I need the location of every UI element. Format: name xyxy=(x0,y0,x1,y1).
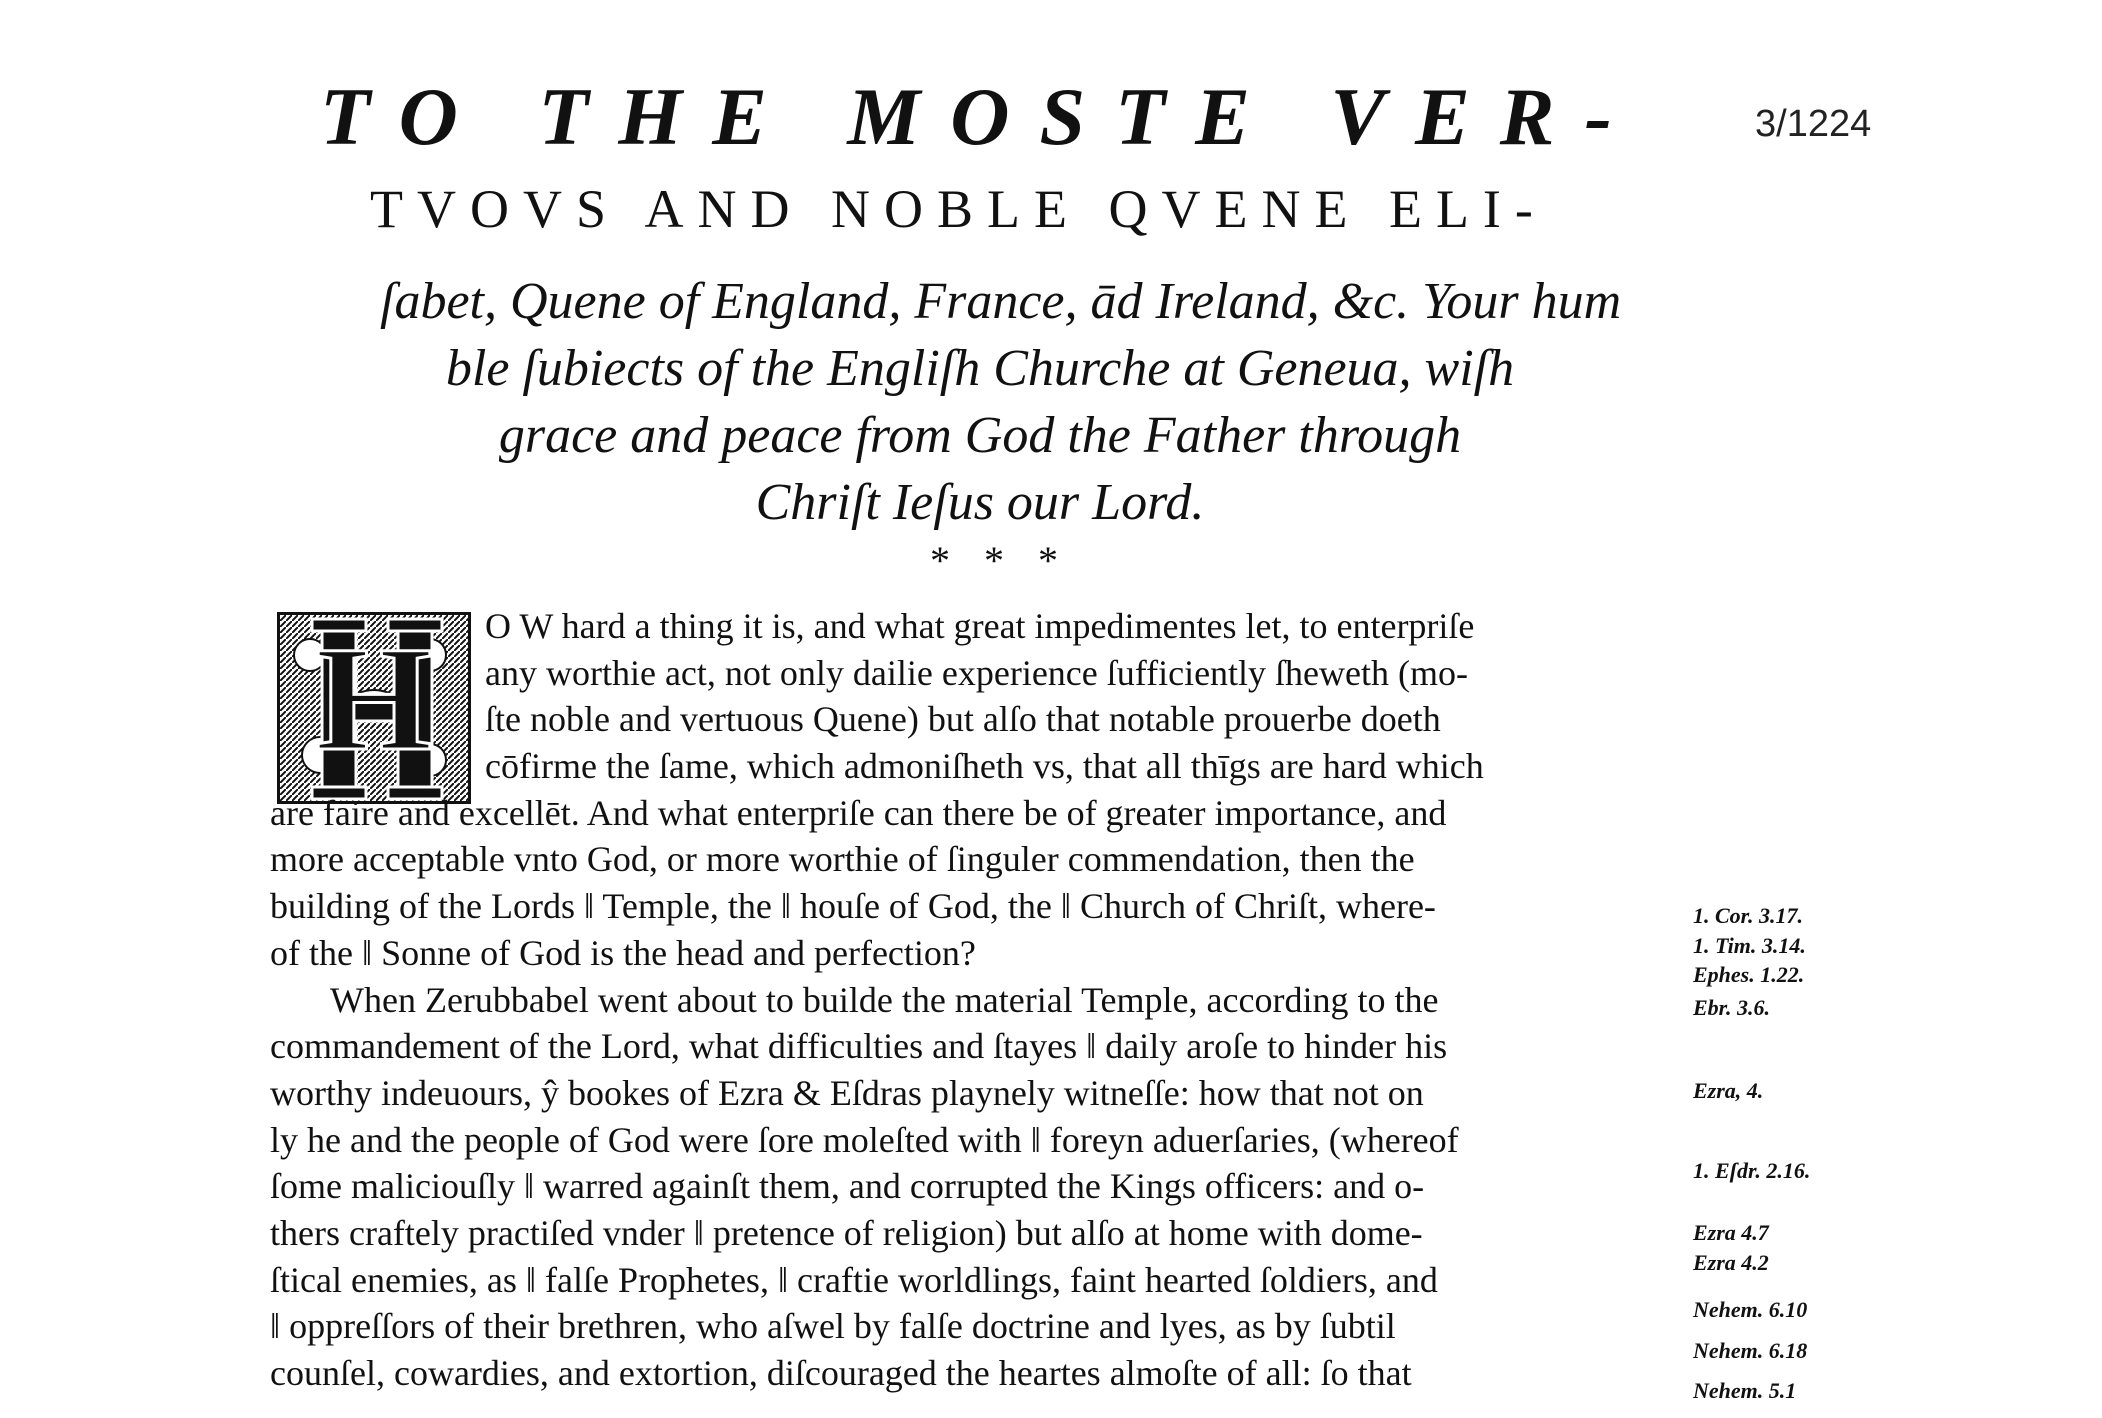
text-line: ſome maliciouſly ‖ warred againſt them, and corrupted the Kings officers: and o- xyxy=(270,1166,1425,1207)
margin-note: 1. Cor. 3.17. xyxy=(1693,903,1804,928)
drop-cap-letter: H xyxy=(315,616,433,782)
text-line: worthy indeuours, ŷ bookes of Ezra & Eſdras playnely witneſſe: how that not on xyxy=(270,1072,1424,1113)
subtitle-line: ble ſubiects of the Engliſh Churche at Geneua, wiſh xyxy=(445,340,1515,397)
text-line: building of the Lords ‖ Temple, the ‖ houſe of God, the ‖ Church of Chriſt, where- xyxy=(270,886,1436,927)
margin-note: Nehem. 5.1 xyxy=(1693,1378,1797,1403)
page-number: 3/1224 xyxy=(1755,103,1872,145)
dedication-subtitle xyxy=(380,268,1622,536)
text-line: of the ‖ Sonne of God is the head and perfection? xyxy=(270,932,976,973)
margin-note: Ebr. 3.6. xyxy=(1693,995,1771,1020)
text-line: cōfirme the ſame, which admoniſheth vs, that all thīgs are hard which xyxy=(485,746,1484,787)
subtitle-line: Chriſt Ieſus our Lord. xyxy=(755,474,1205,531)
margin-note: Ezra 4.2 xyxy=(1693,1250,1769,1275)
margin-note: Nehem. 6.18 xyxy=(1693,1338,1808,1363)
subtitle-line: ſabet, Quene of England, France, ād Ireland, &c. Your hum xyxy=(380,273,1622,330)
text-line: ſte noble and vertuous Quene) but alſo that notable prouerbe doeth xyxy=(485,699,1441,740)
text-line: more acceptable vnto God, or more worthie of ſinguler commendation, then the xyxy=(270,839,1415,880)
title-line-1: TO THE MOSTE VER- xyxy=(320,71,1642,162)
margin-note: 1. Eſdr. 2.16. xyxy=(1693,1158,1811,1183)
margin-note: Ephes. 1.22. xyxy=(1693,962,1805,987)
text-line: ‖ oppreſſors of their brethren, who aſwel by falſe doctrine and lyes, as by ſubtil xyxy=(270,1306,1396,1347)
text-line: are faire and excellēt. And what enterpriſe can there be of greater importance, and xyxy=(270,792,1447,833)
title-line-2: TVOVS AND NOBLE QVENE ELI- xyxy=(370,179,1547,239)
text-line: thers craftely practiſed vnder ‖ pretence of religion) but alſo at home with dome- xyxy=(270,1212,1423,1253)
body-text xyxy=(270,603,1690,1397)
margin-note: Ezra 4.7 xyxy=(1693,1220,1769,1245)
text-line: commandement of the Lord, what difficulties and ſtayes ‖ daily aroſe to hinder his xyxy=(270,1026,1448,1067)
ornamental-stars: * * * xyxy=(930,538,1070,583)
subtitle-line: grace and peace from God the Father through xyxy=(498,407,1462,464)
margin-note: 1. Tim. 3.14. xyxy=(1693,933,1806,958)
text-line: counſel, cowardies, and extortion, diſcouraged the heartes almoſte of all: ſo that xyxy=(270,1353,1412,1393)
text-line: When Zerubbabel went about to builde the material Temple, according to the xyxy=(330,979,1439,1020)
text-line: ſtical enemies, as ‖ falſe Prophetes, ‖ craftie worldlings, faint hearted ſoldiers, and xyxy=(270,1259,1438,1300)
text-line: O W hard a thing it is, and what great impedimentes let, to enterpriſe xyxy=(485,606,1475,646)
margin-note: Nehem. 6.10 xyxy=(1693,1297,1808,1322)
text-line: ly he and the people of God were ſore moleſted with ‖ foreyn aduerſaries, (whereof xyxy=(270,1119,1459,1160)
margin-note: Ezra, 4. xyxy=(1693,1078,1764,1103)
text-line: any worthie act, not only dailie experience ſufficiently ſheweth (mo- xyxy=(485,652,1468,693)
